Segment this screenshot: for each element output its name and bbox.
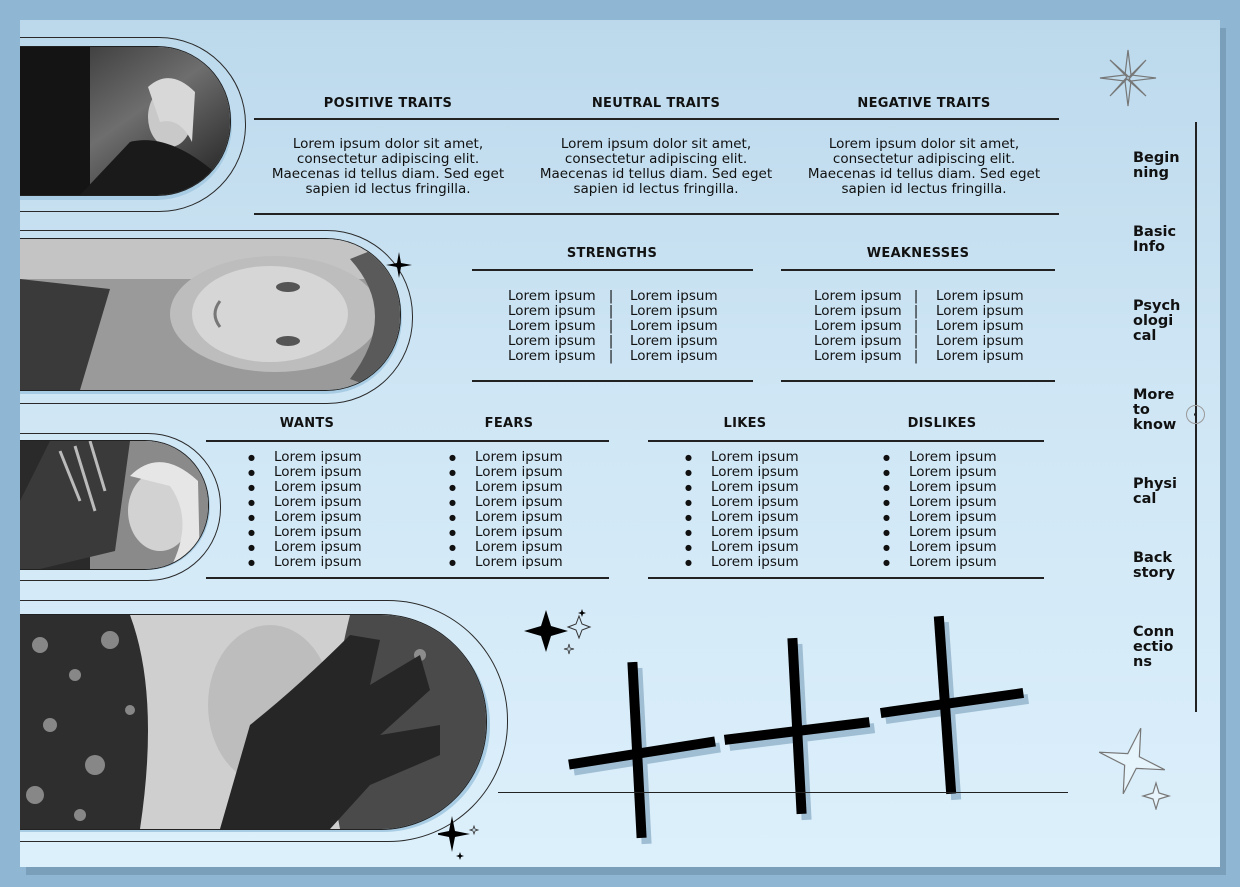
list-item: ● Lorem ipsum [449,540,563,555]
list-item: Lorem ipsum [508,318,596,334]
dislikes-heading: DISLIKES [907,416,977,431]
list-item: ● Lorem ipsum [248,540,362,555]
portrait-photo-3 [20,440,209,570]
list-item: ● Lorem ipsum [685,510,799,525]
list-item: Lorem ipsum [814,333,902,349]
nav-item-connections[interactable]: Conn ectio ns [1133,624,1175,670]
dislikes-list [883,450,997,570]
list-item: ● Lorem ipsum [248,525,362,540]
positive-traits-text: Lorem ipsum dolor sit amet, consectetur adipiscing elit. Maecenas id tellus diam. Sed eget sapien id lectus fringilla. [271,136,505,197]
wants-fears-bottom-rule [206,577,609,579]
list-item: ● Lorem ipsum [248,510,362,525]
list-item: ● Lorem ipsum [449,450,563,465]
portrait-photo-2 [20,238,401,391]
wants-fears-top-rule [206,440,609,442]
wants-list [248,450,362,570]
neutral-traits-text: Lorem ipsum dolor sit amet, consectetur adipiscing elit. Maecenas id tellus diam. Sed eget sapien id lectus fringilla. [539,136,773,197]
portrait-photo-1 [20,46,231,196]
list-item: Lorem ipsum [630,303,718,319]
list-item: Lorem ipsum [936,333,1024,349]
list-item: ● Lorem ipsum [449,465,563,480]
separator: | | | | | [608,288,614,364]
list-item: Lorem ipsum [630,288,718,304]
weaknesses-bottom-rule [781,380,1055,382]
nav-item-backstory[interactable]: Back story [1133,550,1176,581]
list-item: Lorem ipsum [936,288,1024,304]
character-sheet-page [20,20,1220,867]
list-item: Lorem ipsum [814,288,902,304]
list-item: Lorem ipsum [936,318,1024,334]
nav-item-basic-info[interactable]: Basic Info [1133,224,1177,255]
separator: | | | | | [913,288,919,364]
list-item: Lorem ipsum [630,333,718,349]
strengths-list-left [508,289,596,364]
sparkle-icon [386,252,412,278]
list-item: ● Lorem ipsum [248,465,362,480]
likes-heading: LIKES [723,416,767,431]
portrait-photo-4 [20,614,487,830]
list-item: Lorem ipsum [508,348,596,364]
strengths-bottom-rule [472,380,753,382]
list-item: ● Lorem ipsum [883,465,997,480]
list-item: Lorem ipsum [936,348,1024,364]
nav-item-psychological[interactable]: Psych ologi cal [1133,298,1181,344]
list-item: ● Lorem ipsum [685,480,799,495]
weaknesses-list-left [814,289,902,364]
list-item: ● Lorem ipsum [449,495,563,510]
list-item: ● Lorem ipsum [685,525,799,540]
list-item: Lorem ipsum [814,318,902,334]
nav-item-more-to-know[interactable]: More to know [1133,387,1177,433]
fears-heading: FEARS [484,416,534,431]
strengths-top-rule [472,269,753,271]
traits-bottom-rule [254,213,1059,215]
neutral-traits-heading: NEUTRAL TRAITS [591,96,721,111]
list-item: ● Lorem ipsum [248,555,362,570]
list-item: Lorem ipsum [508,288,596,304]
likes-dislikes-top-rule [648,440,1044,442]
nav-item-beginning[interactable]: Begin ning [1133,150,1180,181]
fears-list [449,450,563,570]
positive-traits-heading: POSITIVE TRAITS [323,96,453,111]
list-item: ● Lorem ipsum [685,450,799,465]
list-item: ● Lorem ipsum [449,510,563,525]
likes-dislikes-bottom-rule [648,577,1044,579]
list-item: ● Lorem ipsum [685,540,799,555]
negative-traits-text: Lorem ipsum dolor sit amet, consectetur adipiscing elit. Maecenas id tellus diam. Sed eget sapien id lectus fringilla. [807,136,1041,197]
strengths-list-right [630,289,718,364]
list-item: Lorem ipsum [936,303,1024,319]
sparkle-icon [1098,725,1178,810]
list-item: ● Lorem ipsum [883,540,997,555]
list-item: ● Lorem ipsum [883,525,997,540]
list-item: ● Lorem ipsum [449,480,563,495]
sparkle-icon [1098,48,1158,108]
list-item: ● Lorem ipsum [883,555,997,570]
list-item: ● Lorem ipsum [248,450,362,465]
list-item: ● Lorem ipsum [883,495,997,510]
list-item: ● Lorem ipsum [248,480,362,495]
likes-list [685,450,799,570]
list-item: ● Lorem ipsum [883,480,997,495]
plus-cross-icon [720,636,870,816]
weaknesses-list-right [936,289,1024,364]
wants-heading: WANTS [279,416,335,431]
negative-traits-heading: NEGATIVE TRAITS [857,96,991,111]
list-item: Lorem ipsum [814,303,902,319]
list-item: Lorem ipsum [508,303,596,319]
list-item: ● Lorem ipsum [449,525,563,540]
bottom-divider [498,792,1068,793]
list-item: ● Lorem ipsum [685,555,799,570]
list-item: Lorem ipsum [630,348,718,364]
list-item: ● Lorem ipsum [685,465,799,480]
list-item: Lorem ipsum [630,318,718,334]
sparkle-icon [524,606,614,656]
list-item: ● Lorem ipsum [449,555,563,570]
plus-cross-icon [568,660,718,840]
list-item: Lorem ipsum [814,348,902,364]
strengths-heading: STRENGTHS [566,246,658,261]
weaknesses-top-rule [781,269,1055,271]
weaknesses-heading: WEAKNESSES [866,246,970,261]
list-item: ● Lorem ipsum [685,495,799,510]
nav-item-physical[interactable]: Physi cal [1133,476,1178,507]
traits-top-rule [254,118,1059,120]
sparkle-icon [438,812,488,862]
list-item: Lorem ipsum [508,333,596,349]
list-item: ● Lorem ipsum [248,495,362,510]
list-item: ● Lorem ipsum [883,510,997,525]
plus-cross-icon [878,614,1028,794]
list-item: ● Lorem ipsum [883,450,997,465]
